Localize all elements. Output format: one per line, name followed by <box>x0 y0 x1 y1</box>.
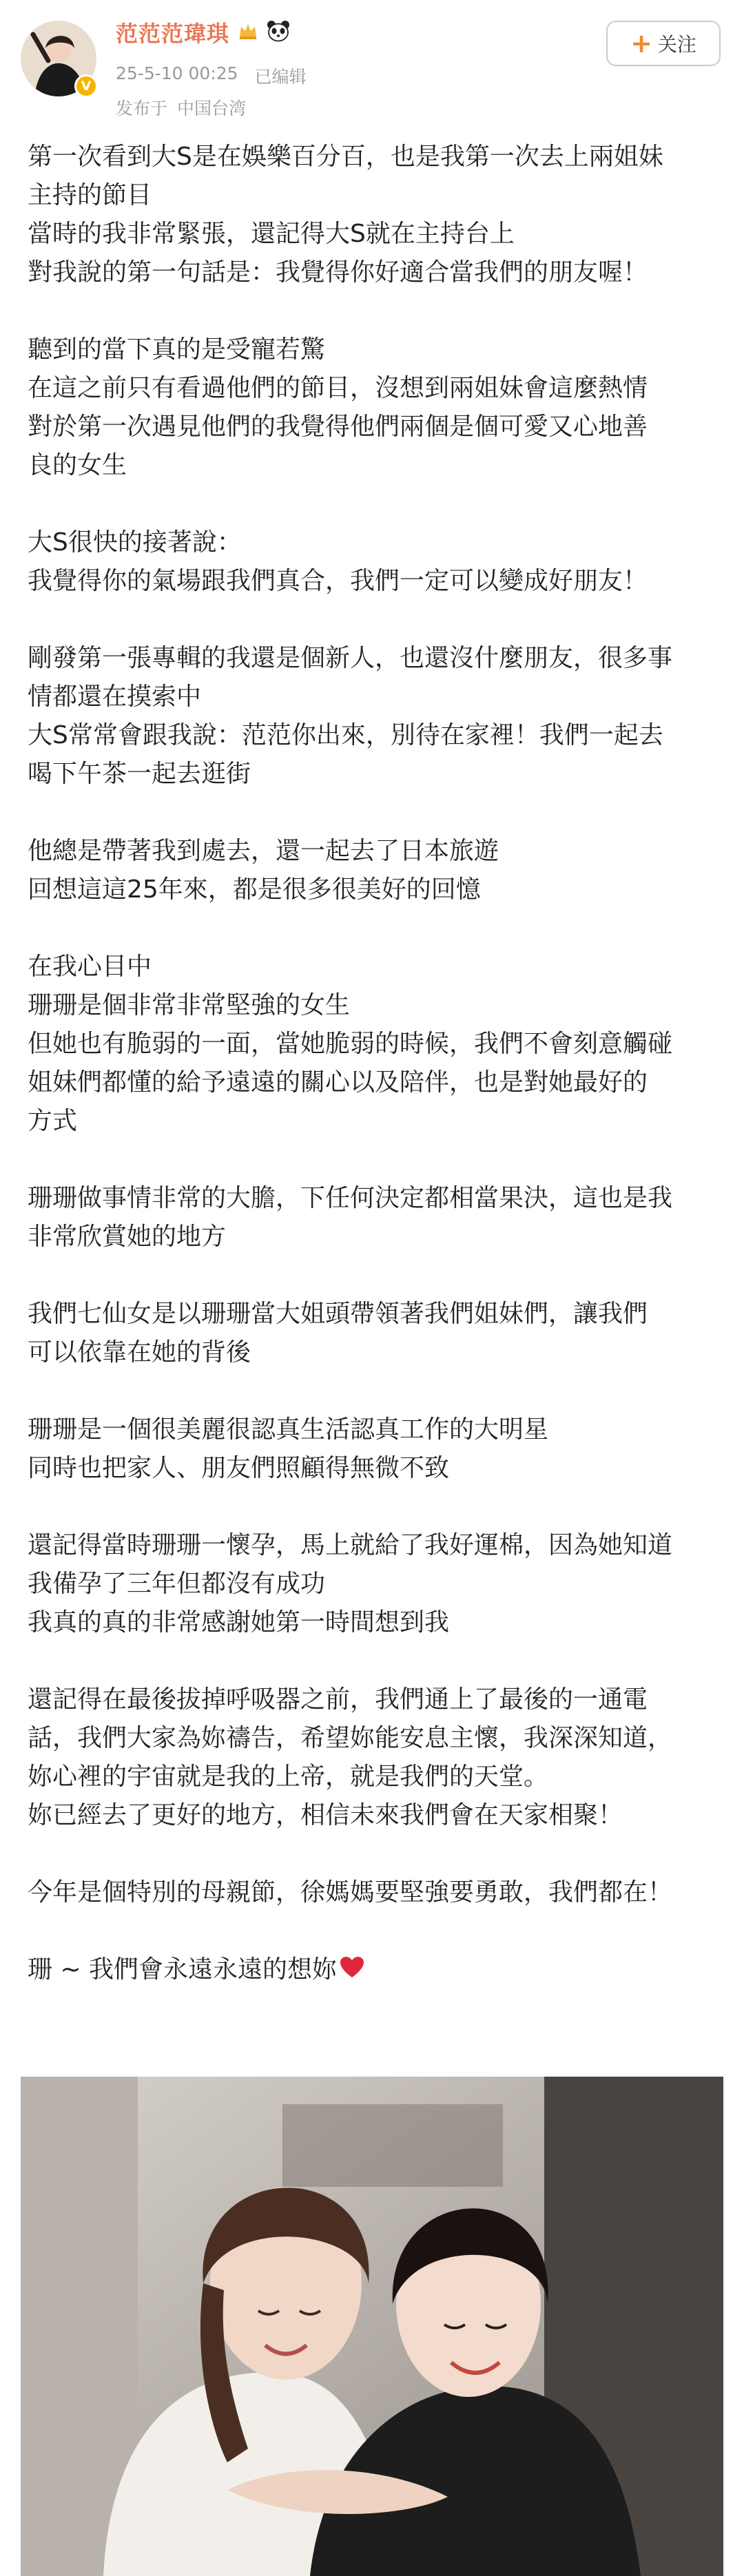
post-meta <box>116 63 307 88</box>
post-text-line: 珊珊做事情非常的大膽，下任何決定都相當果決，這也是我 <box>28 1184 673 1212</box>
post-paragraph <box>28 1179 723 1256</box>
user-row <box>116 17 290 48</box>
post-text-line: 但她也有脆弱的一面，當她脆弱的時候，我們不會刻意觸碰 <box>28 1030 673 1058</box>
post-text-line: 我備孕了三年但都沒有成功 <box>28 1570 326 1598</box>
post-text-line: 今年是個特別的母親節，徐媽媽要堅強要勇敢，我們都在！ <box>28 1878 673 1907</box>
post-text-line: 珊珊是一個很美麗很認真生活認真工作的大明星 <box>28 1415 549 1444</box>
post-paragraph <box>28 832 723 909</box>
post-text-line: 可以依靠在她的背後 <box>28 1338 251 1367</box>
post-paragraph <box>28 948 723 1141</box>
post-paragraph <box>28 523 723 601</box>
post-paragraph <box>28 1681 723 1835</box>
location-text: 中国台湾 <box>177 98 247 118</box>
post-header <box>0 0 744 131</box>
post-text-line: 對於第一次遇見他們的我覺得他們兩個是個可愛又心地善 <box>28 413 648 441</box>
post-text-line: 還記得在最後拔掉呼吸器之前，我們通上了最後的一通電 <box>28 1685 648 1714</box>
post-text-line: 大S很快的接著說： <box>28 528 242 557</box>
post-paragraph <box>28 331 723 485</box>
post-paragraph <box>28 1411 723 1488</box>
post-date: 25-5-10 00:25 <box>116 63 238 83</box>
edited-label: 已编辑 <box>254 67 307 87</box>
post-paragraph <box>28 1526 723 1642</box>
heart-icon <box>340 1951 364 1990</box>
post-text-line: 剛發第一張專輯的我還是個新人，也還沒什麼朋友，很多事 <box>28 644 673 672</box>
post-text-line: 情都還在摸索中 <box>28 683 202 711</box>
closing-text: 珊 ~ 我們會永遠永遠的想妳 <box>28 1955 338 1984</box>
post-text-line: 大S常常會跟我說：范范你出來，別待在家裡！我們一起去 <box>28 721 663 749</box>
post-text-line: 我真的真的非常感謝她第一時間想到我 <box>28 1608 450 1637</box>
follow-label: 关注 <box>657 33 696 56</box>
avatar[interactable] <box>21 21 96 96</box>
post-text-line: 回想這這25年來，都是很多很美好的回憶 <box>28 875 481 904</box>
post-text-line: 第一次看到大S是在娛樂百分百，也是我第一次去上兩姐妹 <box>28 143 663 171</box>
post-text-line: 姐妹們都懂的給予遠遠的關心以及陪伴，也是對她最好的 <box>28 1068 648 1097</box>
post-text-line: 珊珊是個非常非常堅強的女生 <box>28 991 351 1019</box>
post-text-line: 話，我們大家為妳禱告，希望妳能安息主懷，我深深知道， <box>28 1724 673 1752</box>
post-paragraph <box>28 138 723 292</box>
post-content <box>28 138 723 1990</box>
post-text-line: 喝下午茶一起去逛街 <box>28 760 251 788</box>
post-text-line: 在我心目中 <box>28 953 152 981</box>
post-text-line: 妳心裡的宇宙就是我的上帝，就是我們的天堂。 <box>28 1763 549 1791</box>
post-text-line: 我們七仙女是以珊珊當大姐頭帶領著我們姐妹們，讓我們 <box>28 1300 648 1328</box>
follow-button[interactable] <box>606 21 721 66</box>
crown-badge-icon <box>238 21 258 44</box>
post-text-line: 我覺得你的氣場跟我們真合，我們一定可以變成好朋友！ <box>28 567 648 595</box>
post-closing <box>28 1951 723 1990</box>
post-text-line: 還記得當時珊珊一懷孕，馬上就給了我好運棉，因為她知道 <box>28 1531 673 1559</box>
panda-badge-icon <box>267 20 290 45</box>
post-paragraph <box>28 639 723 793</box>
plus-icon: + <box>630 28 652 59</box>
username[interactable]: 范范范瑋琪 <box>116 21 230 47</box>
post-text-line: 當時的我非常緊張，還記得大S就在主持台上 <box>28 220 515 248</box>
post-text-line: 妳已經去了更好的地方，相信未來我們會在天家相聚！ <box>28 1801 623 1829</box>
post-location <box>116 95 246 120</box>
post-text-line: 對我說的第一句話是：我覺得你好適合當我們的朋友喔！ <box>28 258 648 287</box>
post-text-line: 非常欣賞她的地方 <box>28 1223 227 1251</box>
published-from-label: 发布于 <box>116 98 168 118</box>
post-text-line: 在這之前只有看過他們的節目，沒想到兩姐妹會這麼熱情 <box>28 374 648 402</box>
post-text-line: 良的女生 <box>28 451 127 479</box>
post-text-line: 方式 <box>28 1107 78 1135</box>
post-text-line: 他總是帶著我到處去，還一起去了日本旅遊 <box>28 837 499 865</box>
post-paragraph <box>28 1295 723 1372</box>
post-photo[interactable] <box>21 2077 723 2576</box>
post-paragraph <box>28 1873 723 1912</box>
post-text-line: 聽到的當下真的是受寵若驚 <box>28 335 326 364</box>
verified-badge-icon: V <box>74 74 98 98</box>
post-text-line: 同時也把家人、朋友們照顧得無微不致 <box>28 1454 450 1482</box>
post-text-line: 主持的節目 <box>28 181 152 209</box>
